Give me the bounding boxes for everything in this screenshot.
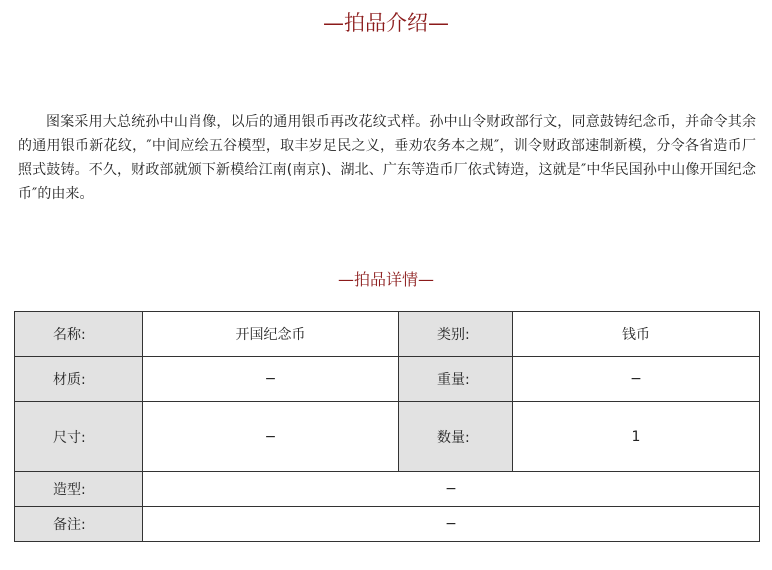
name-value: 开国纪念币	[143, 312, 399, 357]
weight-label: 重量:	[399, 357, 513, 402]
quantity-value: 1	[513, 402, 760, 472]
table-row	[15, 312, 760, 357]
size-value: −	[143, 402, 399, 472]
table-row	[15, 402, 760, 472]
weight-value: −	[513, 357, 760, 402]
notes-label: 备注:	[15, 507, 143, 542]
category-value: 钱币	[513, 312, 760, 357]
table-row	[15, 472, 760, 507]
material-label: 材质:	[15, 357, 143, 402]
details-section-title: —拍品详情—	[337, 270, 434, 289]
quantity-label: 数量:	[399, 402, 513, 472]
table-row	[15, 507, 760, 542]
shape-label: 造型:	[15, 472, 143, 507]
intro-section-title: —拍品介绍—	[323, 11, 449, 35]
name-label: 名称:	[15, 312, 143, 357]
notes-value: −	[143, 507, 760, 542]
table-row	[15, 357, 760, 402]
material-value: −	[143, 357, 399, 402]
intro-text: 图案采用大总统孙中山肖像，以后的通用银币再改花纹式样。孙中山令财政部行文，同意鼓铸纪念币，并命令其余的通用银币新花纹，″中间应绘五谷模型，取丰岁足民之义，垂劝农务本之规″，训令财政部速制新模，分令各省造币厂照式鼓铸。不久，财政部就颁下新模给江南(南京)、湖北、广东等造币厂依式铸造，这就是″中华民国孙中山像开国纪念币″的由来。	[18, 114, 756, 202]
shape-value: −	[143, 472, 760, 507]
category-label: 类别:	[399, 312, 513, 357]
size-label: 尺寸:	[15, 402, 143, 472]
details-table	[14, 311, 760, 542]
